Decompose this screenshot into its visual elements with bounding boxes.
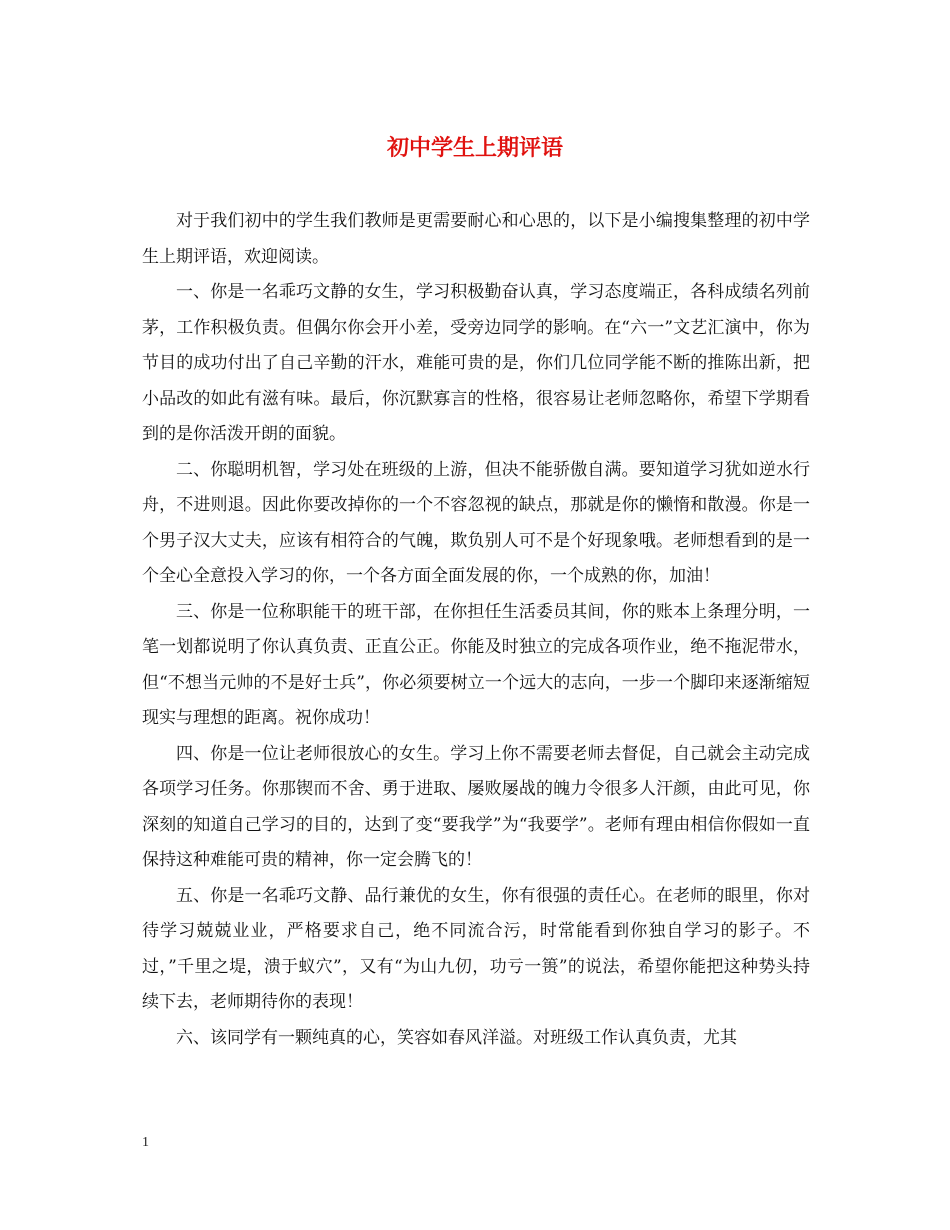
document-body xyxy=(142,204,810,1056)
paragraph-intro: 对于我们初中的学生我们教师是更需要耐心和心思的，以下是小编搜集整理的初中学生上期评语，欢迎阅读。 xyxy=(142,211,810,267)
paragraph-comment-2: 二、你聪明机智，学习处在班级的上游，但决不能骄傲自满。要知道学习犹如逆水行舟，不进则退。因此你要改掉你的一个不容忽视的缺点，那就是你的懒惰和散漫。你是一个男子汉大丈夫，应该有相符合的气魄，欺负别人可不是个好现象哦。老师想看到的是一个全心全意投入学习的你，一个各方面全面发展的你，一个成熟的你，加油！ xyxy=(142,459,810,586)
paragraph-comment-5: 五、你是一名乖巧文静、品行兼优的女生，你有很强的责任心。在老师的眼里，你对待学习兢兢业业，严格要求自己，绝不同流合污，时常能看到你独自学习的影子。不过，”千里之堤，溃于蚁穴”，又有“为山九仞，功亏一篑”的说法，希望你能把这种势头持续下去，老师期待你的表现！ xyxy=(142,885,810,1012)
paragraph-comment-4: 四、你是一位让老师很放心的女生。学习上你不需要老师去督促，自己就会主动完成各项学习任务。你那锲而不舍、勇于进取、屡败屡战的魄力令很多人汗颜，由此可见，你深刻的知道自己学习的目的，达到了变“要我学”为“我要学”。老师有理由相信你假如一直保持这种难能可贵的精神，你一定会腾飞的！ xyxy=(142,743,810,870)
paragraph-comment-3: 三、你是一位称职能干的班干部，在你担任生活委员其间，你的账本上条理分明，一笔一划都说明了你认真负责、正直公正。你能及时独立的完成各项作业，绝不拖泥带水，但“不想当元帅的不是好士兵”，你必须要树立一个远大的志向，一步一个脚印来逐渐缩短现实与理想的距离。祝你成功！ xyxy=(142,601,810,728)
document-title: 初中学生上期评语 xyxy=(386,135,563,161)
page-number: 1 xyxy=(142,1135,149,1150)
paragraph-comment-6: 六、该同学有一颗纯真的心，笑容如春风洋溢。对班级工作认真负责，尤其 xyxy=(176,1027,737,1048)
paragraph-comment-1: 一、你是一名乖巧文静的女生，学习积极勤奋认真，学习态度端正，各科成绩名列前茅，工作积极负责。但偶尔你会开小差，受旁边同学的影响。在“六一”文艺汇演中，你为节目的成功付出了自己辛勤的汗水，难能可贵的是，你们几位同学能不断的推陈出新，把小品改的如此有滋有味。最后，你沉默寡言的性格，很容易让老师忽略你，希望下学期看到的是你活泼开朗的面貌。 xyxy=(142,282,810,444)
